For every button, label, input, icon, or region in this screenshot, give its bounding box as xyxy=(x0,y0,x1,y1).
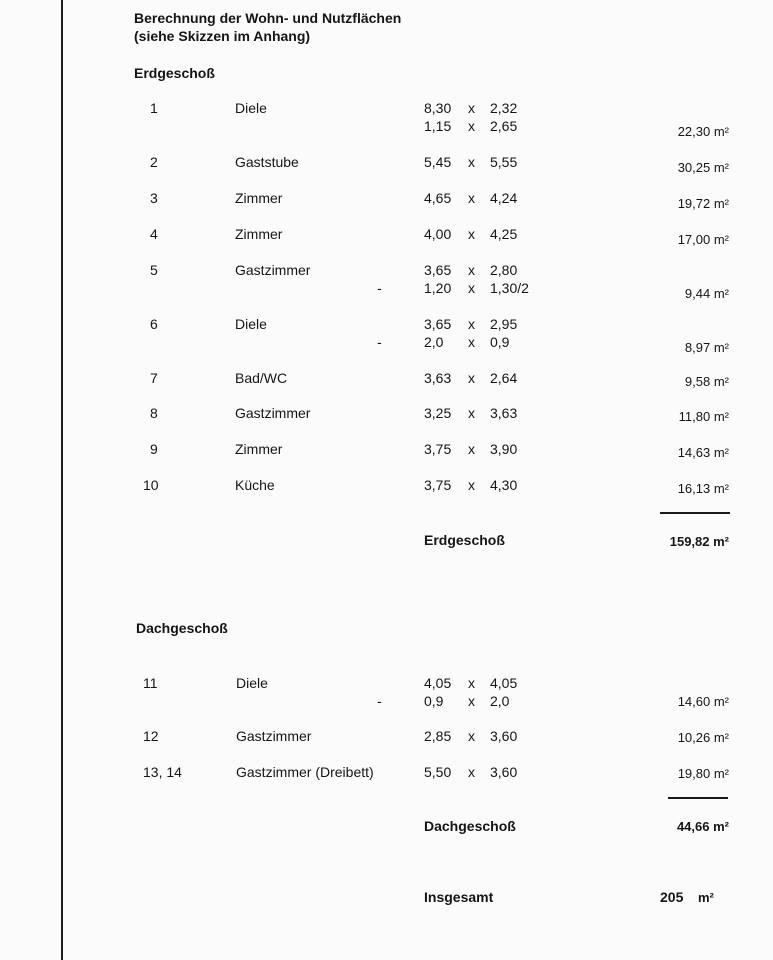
room-area: 8,97 m² xyxy=(684,340,729,355)
dimension-a: 4,05 xyxy=(424,675,452,691)
dimension-b: 2,64 xyxy=(490,370,518,386)
times-sign: x xyxy=(468,118,475,134)
document-header xyxy=(134,9,401,45)
room-row-7 xyxy=(0,370,773,390)
times-sign: x xyxy=(468,764,475,780)
room-area: 16,13 m² xyxy=(677,481,729,496)
room-name: Gastzimmer xyxy=(235,262,311,278)
room-name: Zimmer xyxy=(235,226,283,242)
minus-sign: - xyxy=(377,334,382,350)
room-area: 17,00 m² xyxy=(677,232,729,247)
times-sign: x xyxy=(468,280,475,296)
room-name: Bad/WC xyxy=(235,370,288,386)
subtotal-value-dachgeschoss: 44,66 m² xyxy=(676,819,729,834)
section-title-dachgeschoss: Dachgeschoß xyxy=(136,620,228,636)
room-number: 7 xyxy=(150,370,158,386)
dimension-b: 4,30 xyxy=(490,477,518,493)
dimension-a: 3,65 xyxy=(424,316,452,332)
times-sign: x xyxy=(468,100,475,116)
room-number: 6 xyxy=(150,316,158,332)
dimension-b: 2,95 xyxy=(490,316,518,332)
times-sign: x xyxy=(468,154,475,170)
dimension-a: 3,25 xyxy=(424,405,452,421)
room-area: 10,26 m² xyxy=(677,730,729,745)
dimension-b: 4,05 xyxy=(490,675,518,691)
times-sign: x xyxy=(468,190,475,206)
room-area: 9,44 m² xyxy=(684,286,729,301)
header-title: Berechnung der Wohn- und Nutzflächen xyxy=(134,10,402,26)
dimension-a: 4,00 xyxy=(424,226,452,242)
room-name: Diele xyxy=(235,316,267,332)
dimension-b: 2,80 xyxy=(490,262,518,278)
room-number: 5 xyxy=(150,262,158,278)
room-number: 8 xyxy=(150,405,158,421)
times-sign: x xyxy=(468,316,475,332)
dimension-a: 2,85 xyxy=(424,728,452,744)
dimension-a-2: 2,0 xyxy=(424,334,444,350)
room-row-2 xyxy=(0,154,773,174)
times-sign: x xyxy=(468,441,475,457)
room-area: 14,60 m² xyxy=(677,694,729,709)
room-area: 19,72 m² xyxy=(677,196,729,211)
dimension-b: 5,55 xyxy=(490,154,518,170)
dimension-b: 3,90 xyxy=(490,441,518,457)
room-area: 30,25 m² xyxy=(677,160,729,175)
subtotal-label-erdgeschoss: Erdgeschoß xyxy=(424,532,505,548)
total-unit: m² xyxy=(698,890,714,905)
dimension-a: 4,65 xyxy=(424,190,452,206)
dimension-a: 5,45 xyxy=(424,154,452,170)
room-row-13-14 xyxy=(0,764,773,784)
room-name: Gastzimmer (Dreibett) xyxy=(236,764,374,780)
room-row-1 xyxy=(0,100,773,139)
total-label: Insgesamt xyxy=(424,889,494,905)
minus-sign: - xyxy=(377,280,382,296)
room-number: 9 xyxy=(150,441,158,457)
dimension-b: 3,60 xyxy=(490,728,518,744)
room-row-11 xyxy=(0,675,773,709)
dimension-b: 3,63 xyxy=(490,405,518,421)
room-area: 19,80 m² xyxy=(677,766,729,781)
dimension-b-2: 1,30/2 xyxy=(490,280,529,296)
times-sign: x xyxy=(468,728,475,744)
dimension-b-2: 2,0 xyxy=(490,693,510,709)
room-name: Diele xyxy=(236,675,268,691)
total-value: 205 xyxy=(660,889,684,905)
dimension-b: 2,32 xyxy=(490,100,518,116)
room-number: 11 xyxy=(143,675,158,691)
dimension-a-2: 0,9 xyxy=(424,693,444,709)
section-title-erdgeschoss: Erdgeschoß xyxy=(134,65,215,81)
subtotal-rule xyxy=(660,512,730,514)
room-name: Gastzimmer xyxy=(235,405,311,421)
dimension-b: 4,24 xyxy=(490,190,518,206)
times-sign: x xyxy=(468,370,475,386)
dimension-b-2: 0,9 xyxy=(490,334,510,350)
minus-sign: - xyxy=(377,693,382,709)
subtotal-value-erdgeschoss: 159,82 m² xyxy=(669,534,729,549)
room-row-6 xyxy=(0,316,773,355)
dimension-a-2: 1,20 xyxy=(424,280,452,296)
room-number: 2 xyxy=(150,154,158,170)
room-number: 13, 14 xyxy=(143,764,182,780)
dimension-b: 4,25 xyxy=(490,226,518,242)
room-name: Zimmer xyxy=(235,190,283,206)
room-number: 12 xyxy=(143,728,159,744)
dimension-a-2: 1,15 xyxy=(424,118,452,134)
room-row-12 xyxy=(0,728,773,748)
room-area: 22,30 m² xyxy=(677,124,729,139)
times-sign: x xyxy=(468,693,475,709)
room-number: 1 xyxy=(150,100,158,116)
times-sign: x xyxy=(468,262,475,278)
times-sign: x xyxy=(468,226,475,242)
subtotal-rule xyxy=(668,797,728,799)
room-row-9 xyxy=(0,441,773,461)
room-number: 3 xyxy=(150,190,158,206)
dimension-a: 3,65 xyxy=(424,262,452,278)
dimension-b: 3,60 xyxy=(490,764,518,780)
room-area: 9,58 m² xyxy=(684,374,729,389)
room-row-10 xyxy=(0,477,773,497)
dimension-a: 3,75 xyxy=(424,477,452,493)
room-name: Zimmer xyxy=(235,441,283,457)
room-name: Diele xyxy=(235,100,267,116)
dimension-a: 3,75 xyxy=(424,441,452,457)
room-name: Küche xyxy=(235,477,275,493)
dimension-a: 3,63 xyxy=(424,370,452,386)
room-number: 10 xyxy=(143,477,159,493)
room-name: Gaststube xyxy=(235,154,299,170)
room-number: 4 xyxy=(150,226,158,242)
dimension-a: 5,50 xyxy=(424,764,452,780)
room-row-3 xyxy=(0,190,773,210)
dimension-a: 8,30 xyxy=(424,100,452,116)
times-sign: x xyxy=(468,405,475,421)
room-row-4 xyxy=(0,226,773,246)
times-sign: x xyxy=(468,477,475,493)
times-sign: x xyxy=(468,675,475,691)
room-area: 11,80 m² xyxy=(678,409,729,424)
times-sign: x xyxy=(468,334,475,350)
room-area: 14,63 m² xyxy=(677,445,729,460)
dimension-b-2: 2,65 xyxy=(490,118,518,134)
subtotal-label-dachgeschoss: Dachgeschoß xyxy=(424,818,516,834)
room-row-8 xyxy=(0,405,773,425)
room-name: Gastzimmer xyxy=(236,728,312,744)
header-subtitle: (siehe Skizzen im Anhang) xyxy=(134,28,311,44)
room-row-5 xyxy=(0,262,773,301)
